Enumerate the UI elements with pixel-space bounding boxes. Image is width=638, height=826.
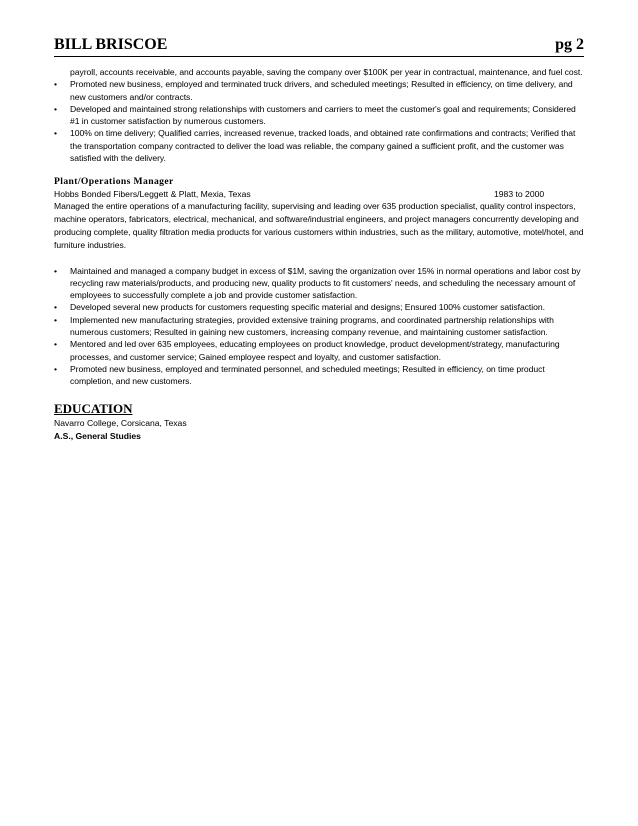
list-item xyxy=(54,127,584,164)
resume-page xyxy=(54,36,584,443)
prior-job-bullets xyxy=(54,66,584,164)
list-item xyxy=(54,314,584,339)
candidate-name: BILL BRISCOE xyxy=(54,36,168,53)
education-heading: EDUCATION xyxy=(54,400,133,416)
bullet-marker: • xyxy=(54,265,57,276)
bullet-text: Developed and maintained strong relationships with customers and carriers to meet the customer's goal and requirements; Considered #1 in customer satisfaction by numerous customers. xyxy=(70,103,576,127)
list-item xyxy=(54,338,584,363)
bullet-marker: • xyxy=(54,128,57,139)
list-item xyxy=(54,301,584,313)
list-item xyxy=(54,66,584,78)
bullet-text: Implemented new manufacturing strategies, provided extensive training programs, and coordinated partnership relationships with numerous customers; Resulted in gaining new customers, increasing company revenue, and maintaining customer satisfaction. xyxy=(70,314,554,338)
page-header xyxy=(54,36,584,57)
education-degree: A.S., General Studies xyxy=(54,430,141,441)
bullet-text: 100% on time delivery; Qualified carries, increased revenue, tracked loads, and obtained rate confirmations and contracts; Verified that the transportation company contracted to deliver the load was reliable, the company gained a sufficient profit, and the customer was satisfied with the delivery. xyxy=(70,128,576,164)
education-school: Navarro College, Corsicana, Texas xyxy=(54,417,187,428)
bullet-marker: • xyxy=(54,339,57,350)
list-item xyxy=(54,78,584,103)
job-summary: Managed the entire operations of a manufacturing facility, supervising and leading over 635 production specialist, quality control inspectors, machine operators, fabricators, electrical, mechanical, and software/industrial engineers, and project managers concurrently developing and producing complete, quality filtration media products for various customers within industries, such as the military, automotive, motel/hotel, and furniture industries. xyxy=(54,201,584,250)
employer-line xyxy=(54,188,584,200)
job-title: Plant/Operations Manager xyxy=(54,176,174,188)
bullet-text: Mentored and led over 635 employees, educating employees on product knowledge, product development/strategy, manufacturing processes, and customer service; Gained employee respect and loyalty, and customer satisfaction. xyxy=(70,339,560,362)
bullet-text: payroll, accounts receivable, and accounts payable, saving the company over $100K per year in contractual, maintenance, and fuel cost. xyxy=(70,67,583,77)
bullet-marker: • xyxy=(54,363,57,374)
bullet-marker: • xyxy=(54,302,57,313)
bullet-text: Maintained and managed a company budget in excess of $1M, saving the organization over 15% in normal operations and labor cost by recycling raw materials/products, and producing new, quality products to fit customers' needs, and scheduling the necessary amount of employees to successfully complete a job and provide customer satisfaction. xyxy=(70,265,581,301)
bullet-text: Developed several new products for customers requesting specific material and designs; Ensured 100% customer satisfaction. xyxy=(70,302,545,313)
bullet-marker: • xyxy=(54,79,57,90)
bullet-text: Promoted new business, employed and terminated truck drivers, and scheduled meetings; Resulted in efficiency, on time delivery, and new customers and/or contracts. xyxy=(70,79,573,102)
list-item xyxy=(54,363,584,388)
bullet-marker: • xyxy=(54,103,57,114)
employer-name: Hobbs Bonded Fibers/Leggett & Platt, Mexia, Texas xyxy=(54,189,251,200)
list-item xyxy=(54,265,584,302)
page-number: pg 2 xyxy=(555,36,584,53)
bullet-text: Promoted new business, employed and terminated personnel, and scheduled meetings; Resulted in efficiency, on time product completion, and new customers. xyxy=(70,363,545,387)
employment-dates: 1983 to 2000 xyxy=(494,189,545,200)
bullet-marker: • xyxy=(54,314,57,325)
job-bullets xyxy=(54,265,584,388)
list-item xyxy=(54,103,584,128)
